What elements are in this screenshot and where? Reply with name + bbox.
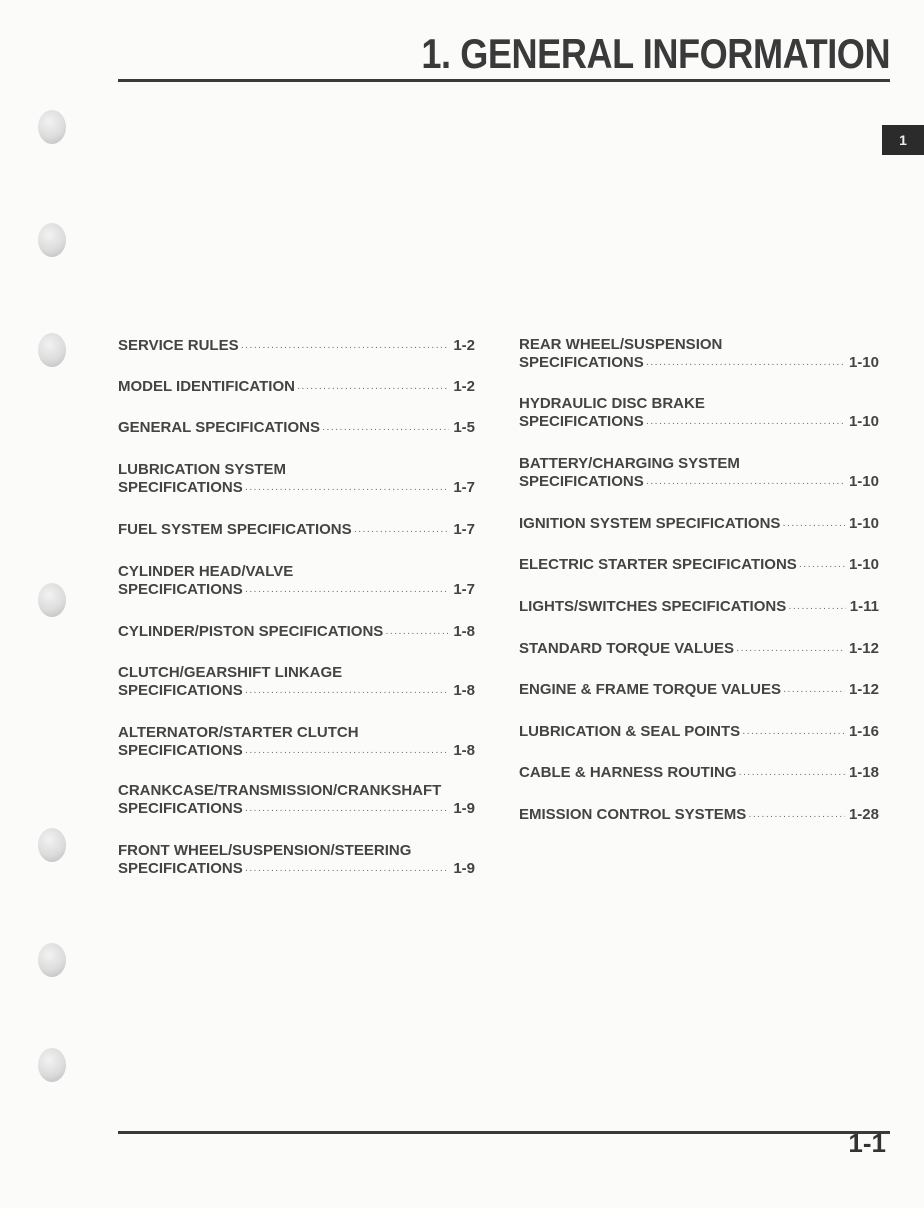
toc-entry[interactable] — [118, 461, 475, 499]
toc-entry[interactable] — [118, 521, 475, 541]
toc-entry-page: 1-7 — [453, 521, 475, 538]
toc-entry-page: 1-8 — [453, 682, 475, 699]
toc-entry-title-line1: HYDRAULIC DISC BRAKE — [519, 395, 705, 412]
toc-entry-page: 1-11 — [849, 598, 879, 615]
toc-entry-page: 1-28 — [848, 806, 879, 823]
toc-entry-title: LUBRICATION & SEAL POINTS — [519, 723, 741, 740]
dot-leader — [241, 339, 450, 357]
toc-entry-title: ENGINE & FRAME TORQUE VALUES — [519, 681, 781, 698]
toc-entry-title: STANDARD TORQUE VALUES — [519, 640, 735, 657]
dot-leader — [245, 481, 450, 499]
toc-entry-page: 1-5 — [453, 419, 475, 436]
toc-entry-title-line1: REAR WHEEL/SUSPENSION — [519, 336, 723, 353]
toc-entry[interactable] — [118, 724, 475, 762]
toc-entry[interactable] — [118, 623, 475, 643]
toc-entry[interactable] — [118, 782, 475, 820]
dot-leader — [783, 683, 845, 701]
toc-entry[interactable] — [118, 337, 475, 357]
toc-entry-title-line1: CRANKCASE/TRANSMISSION/CRANKSHAFT — [118, 782, 442, 799]
toc-entry-page: 1-8 — [453, 742, 475, 759]
toc-entry-page: 1-9 — [453, 860, 475, 877]
dot-leader — [788, 600, 846, 618]
toc-entry[interactable] — [519, 455, 879, 493]
toc-entry-title: IGNITION SYSTEM SPECIFICATIONS — [519, 515, 781, 532]
page-title: 1. GENERAL INFORMATION — [421, 30, 890, 77]
punch-hole — [38, 333, 66, 367]
dot-leader — [646, 356, 845, 374]
toc-entry-page: 1-18 — [848, 764, 879, 781]
toc-entry-page: 1-10 — [848, 354, 879, 371]
toc-entry[interactable] — [118, 419, 475, 439]
toc-entry-page: 1-10 — [848, 413, 879, 430]
dot-leader — [782, 517, 845, 535]
dot-leader — [739, 766, 845, 784]
toc-entry-title: CYLINDER/PISTON SPECIFICATIONS — [118, 623, 384, 640]
dot-leader — [245, 583, 450, 601]
toc-entry-title: SPECIFICATIONS — [519, 473, 644, 490]
toc-entry-page: 1-10 — [848, 556, 879, 573]
toc-entry-page: 1-9 — [453, 800, 475, 817]
toc-entry-page: 1-10 — [848, 515, 879, 532]
toc-entry-title: EMISSION CONTROL SYSTEMS — [519, 806, 747, 823]
toc-entry-title: FUEL SYSTEM SPECIFICATIONS — [118, 521, 352, 538]
toc-entry-title-line1: ALTERNATOR/STARTER CLUTCH — [118, 724, 359, 741]
dot-leader — [245, 684, 450, 702]
toc-entry[interactable] — [519, 336, 879, 374]
toc-entry-title: MODEL IDENTIFICATION — [118, 378, 295, 395]
toc-entry-title: SPECIFICATIONS — [519, 413, 644, 430]
toc-entry-page: 1-2 — [453, 337, 475, 354]
toc-entry[interactable] — [519, 723, 879, 743]
toc-entry-title: SPECIFICATIONS — [118, 581, 243, 598]
dot-leader — [245, 862, 450, 880]
toc-entry-title-line1: CLUTCH/GEARSHIFT LINKAGE — [118, 664, 343, 681]
toc-entry-title: SPECIFICATIONS — [118, 682, 243, 699]
toc-entry-title-line1: FRONT WHEEL/SUSPENSION/STEERING — [118, 842, 412, 859]
punch-hole — [38, 943, 66, 977]
toc-entry-title: CABLE & HARNESS ROUTING — [519, 764, 737, 781]
header-rule — [118, 79, 890, 82]
toc-entry-title: SPECIFICATIONS — [519, 354, 644, 371]
toc-entry[interactable] — [118, 842, 475, 880]
section-tab: 1 — [882, 125, 924, 155]
dot-leader — [646, 475, 845, 493]
dot-leader — [742, 725, 845, 743]
dot-leader — [297, 380, 449, 398]
toc-entry[interactable] — [118, 563, 475, 601]
toc-entry-page: 1-12 — [848, 640, 879, 657]
toc-entry-title: SPECIFICATIONS — [118, 860, 243, 877]
footer-rule — [118, 1131, 890, 1134]
punch-hole — [38, 828, 66, 862]
toc-entry[interactable] — [519, 395, 879, 433]
toc-entry-title: ELECTRIC STARTER SPECIFICATIONS — [519, 556, 797, 573]
dot-leader — [322, 421, 449, 439]
punch-hole — [38, 110, 66, 144]
toc-entry-title-line1: CYLINDER HEAD/VALVE — [118, 563, 294, 580]
toc-entry[interactable] — [519, 556, 879, 576]
toc-entry-page: 1-7 — [453, 479, 475, 496]
page-number: 1-1 — [848, 1128, 886, 1158]
toc-entry[interactable] — [519, 640, 879, 660]
toc-entry-page: 1-12 — [848, 681, 879, 698]
toc-entry-title: SERVICE RULES — [118, 337, 239, 354]
dot-leader — [354, 523, 450, 541]
toc-entry[interactable] — [118, 378, 475, 398]
toc-entry-page: 1-10 — [848, 473, 879, 490]
toc-entry[interactable] — [519, 764, 879, 784]
toc-entry[interactable] — [519, 598, 879, 618]
toc-entry-page: 1-8 — [453, 623, 475, 640]
toc-entry-page: 1-2 — [453, 378, 475, 395]
toc-entry-page: 1-7 — [453, 581, 475, 598]
toc-entry[interactable] — [519, 681, 879, 701]
toc-entry-title-line1: LUBRICATION SYSTEM — [118, 461, 287, 478]
toc-entry[interactable] — [118, 664, 475, 702]
punch-hole — [38, 223, 66, 257]
dot-leader — [736, 642, 845, 660]
toc-entry-title: SPECIFICATIONS — [118, 742, 243, 759]
toc-entry[interactable] — [519, 515, 879, 535]
dot-leader — [748, 808, 845, 826]
punch-hole — [38, 583, 66, 617]
toc-entry-title: GENERAL SPECIFICATIONS — [118, 419, 320, 436]
dot-leader — [799, 558, 845, 576]
dot-leader — [385, 625, 449, 643]
toc-entry-title-line1: BATTERY/CHARGING SYSTEM — [519, 455, 740, 472]
dot-leader — [245, 802, 450, 820]
toc-entry-title: SPECIFICATIONS — [118, 800, 243, 817]
toc-entry-page: 1-16 — [848, 723, 879, 740]
toc-entry-title: SPECIFICATIONS — [118, 479, 243, 496]
punch-hole — [38, 1048, 66, 1082]
toc-entry-title: LIGHTS/SWITCHES SPECIFICATIONS — [519, 598, 787, 615]
toc-entry[interactable] — [519, 806, 879, 826]
dot-leader — [245, 744, 450, 762]
dot-leader — [646, 415, 845, 433]
